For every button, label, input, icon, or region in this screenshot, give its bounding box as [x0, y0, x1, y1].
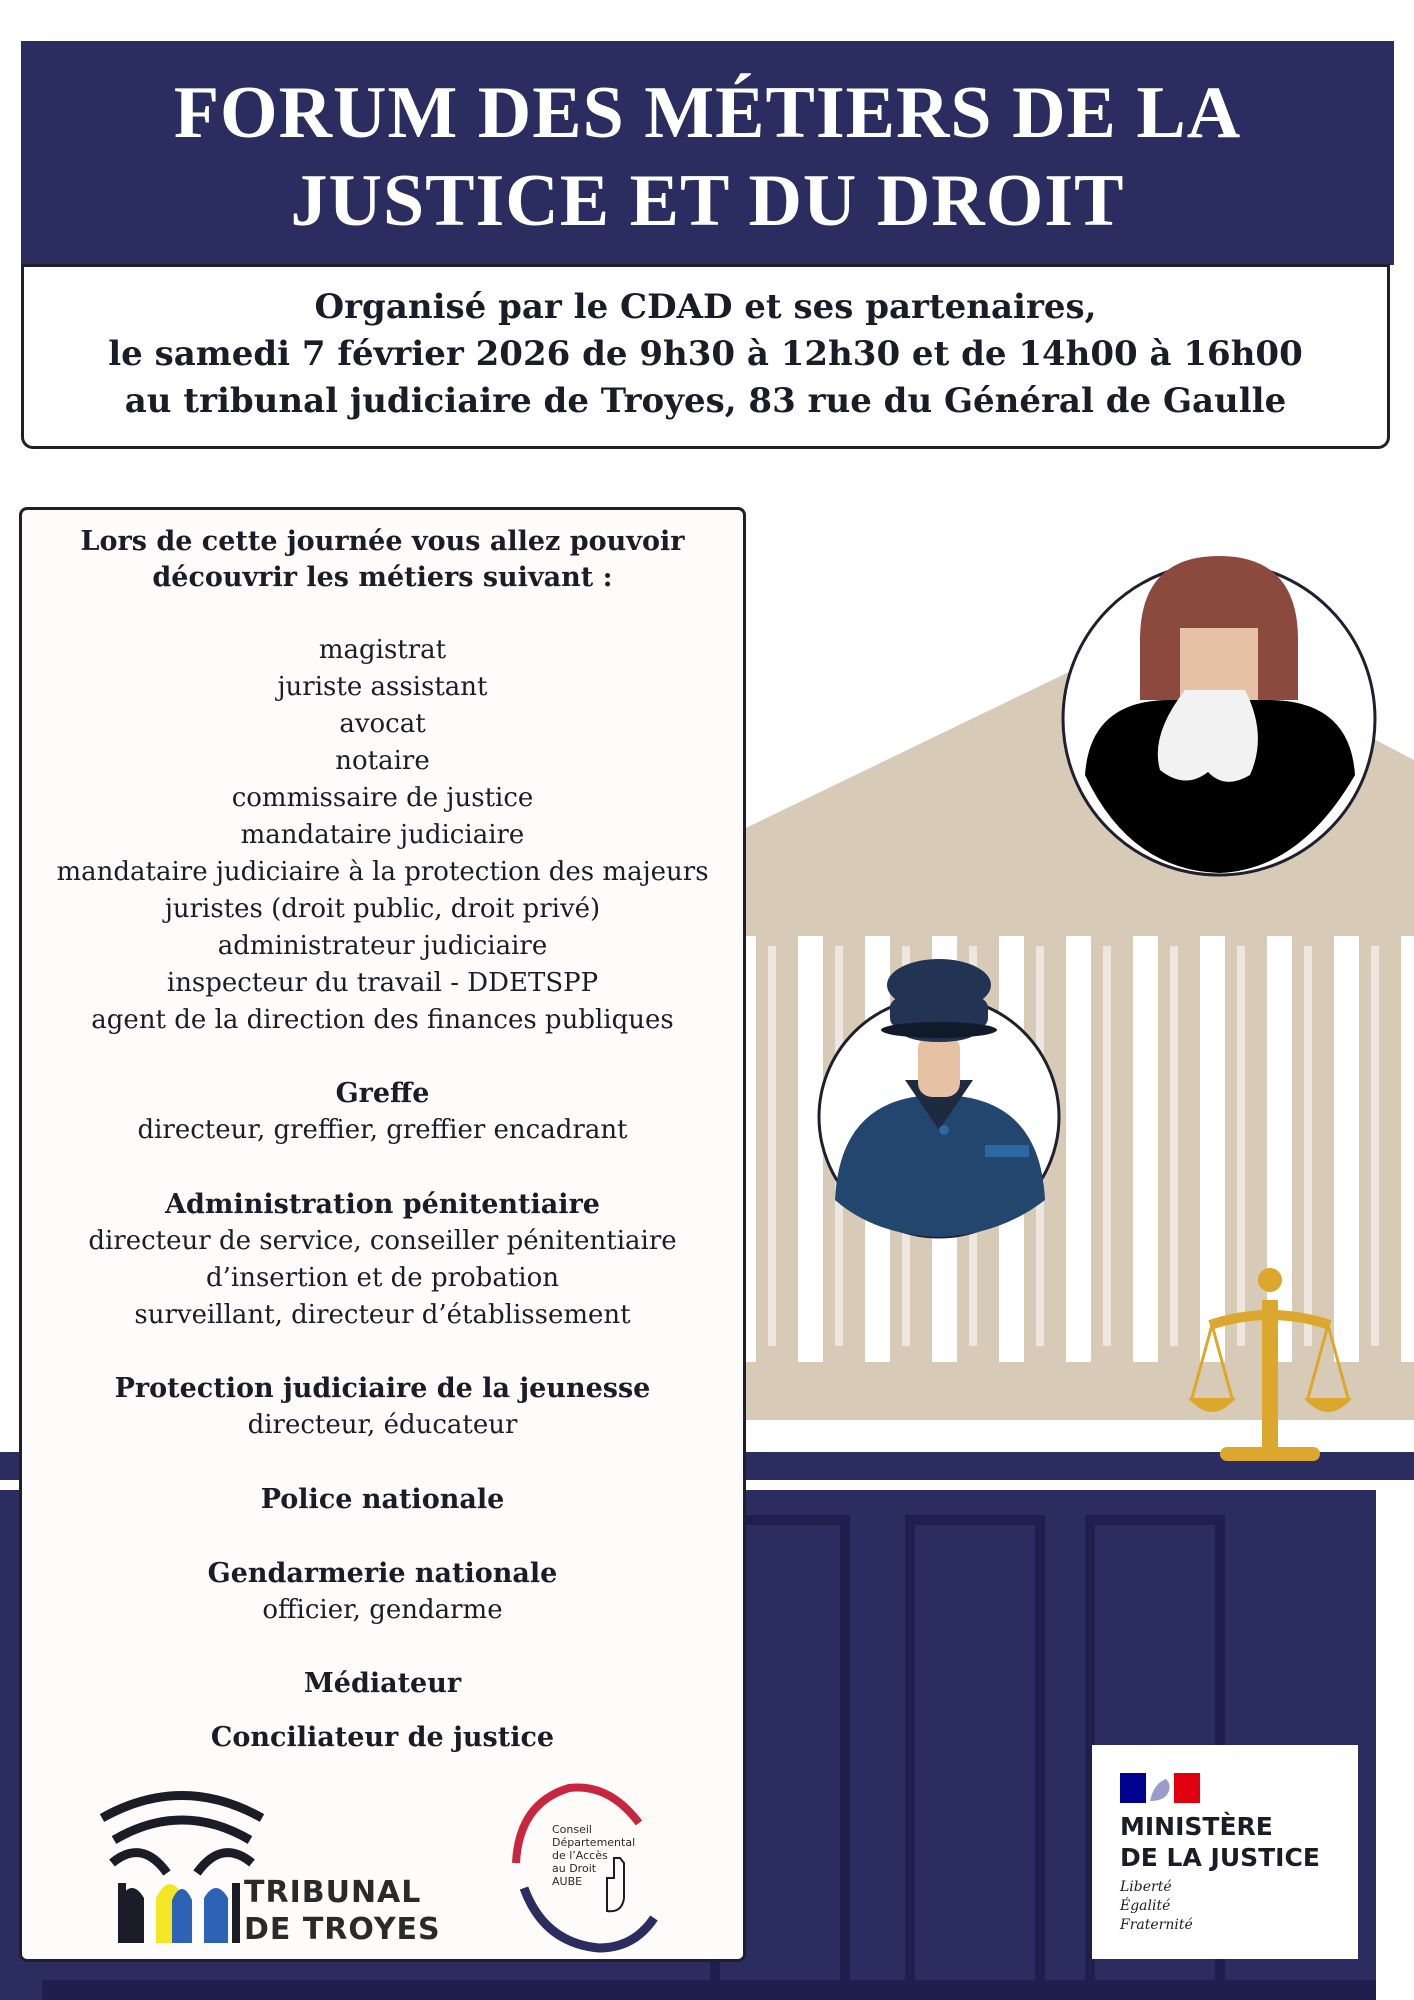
- section-items-penitentiaire: directeur de service, conseiller pénitentiaire: [88, 1226, 677, 1256]
- title-line-2: JUSTICE ET DU DROIT: [290, 160, 1125, 242]
- profession-item: juriste assistant: [277, 672, 488, 702]
- cdad-logo-text: Conseil Départemental de l’Accès au Droit AUBE: [552, 1823, 636, 1888]
- event-details-box: [21, 264, 1390, 449]
- section-title-pjj: Protection judiciaire de la jeunesse: [114, 1373, 651, 1404]
- profession-item: notaire: [335, 746, 430, 776]
- event-location: au tribunal judiciaire de Troyes, 83 rue du Général de Gaulle: [124, 381, 1287, 421]
- courthouse-entablature: [700, 870, 1414, 916]
- section-items-gendarmerie: officier, gendarme: [262, 1595, 503, 1625]
- profession-item: avocat: [339, 709, 426, 739]
- profession-item: administrateur judiciaire: [217, 931, 548, 961]
- tribunal-logo-text-1: TRIBUNAL: [244, 1875, 422, 1910]
- title-band: [21, 41, 1394, 265]
- section-title-gendarmerie: Gendarmerie nationale: [207, 1558, 558, 1589]
- ministry-line-2: DE LA JUSTICE: [1120, 1843, 1320, 1872]
- profession-item: agent de la direction des finances publiques: [91, 1005, 674, 1035]
- republic-motto: Liberté Égalité Fraternité: [1120, 1879, 1193, 1933]
- ministry-logo: [1092, 1745, 1358, 1959]
- profession-item: mandataire judiciaire: [240, 820, 525, 850]
- section-items-penitentiaire: surveillant, directeur d’établissement: [134, 1300, 631, 1330]
- intro-line-2: découvrir les métiers suivant :: [152, 562, 613, 593]
- intro-line-1: Lors de cette journée vous allez pouvoir: [80, 526, 685, 557]
- event-organizer: Organisé par le CDAD et ses partenaires,: [314, 287, 1097, 327]
- section-title-penitentiaire: Administration pénitentiaire: [165, 1189, 600, 1220]
- professions-panel: [19, 507, 746, 1962]
- judge-avatar: [1063, 556, 1375, 875]
- marianne-flag-icon: [1120, 1773, 1200, 1803]
- section-title-conciliateur: Conciliateur de justice: [210, 1722, 555, 1753]
- profession-item: mandataire judiciaire à la protection des majeurs: [56, 857, 709, 887]
- section-title-police: Police nationale: [260, 1484, 505, 1515]
- event-date: le samedi 7 février 2026 de 9h30 à 12h30 et de 14h00 à 16h00: [108, 334, 1303, 374]
- profession-item: juristes (droit public, droit privé): [164, 894, 601, 924]
- profession-item: magistrat: [318, 635, 447, 665]
- section-items-penitentiaire: d’insertion et de probation: [206, 1263, 559, 1293]
- ministry-line-1: MINISTÈRE: [1120, 1812, 1273, 1841]
- title-line-1: FORUM DES MÉTIERS DE LA: [173, 72, 1242, 154]
- profession-item: commissaire de justice: [231, 783, 534, 813]
- section-title-greffe: Greffe: [335, 1078, 430, 1109]
- tribunal-logo-text-2: DE TROYES: [244, 1912, 441, 1947]
- section-title-mediateur: Médiateur: [303, 1668, 462, 1699]
- section-items-pjj: directeur, éducateur: [247, 1410, 518, 1440]
- profession-item: inspecteur du travail - DDETSPP: [166, 968, 599, 998]
- section-items-greffe: directeur, greffier, greffier encadrant: [137, 1115, 628, 1145]
